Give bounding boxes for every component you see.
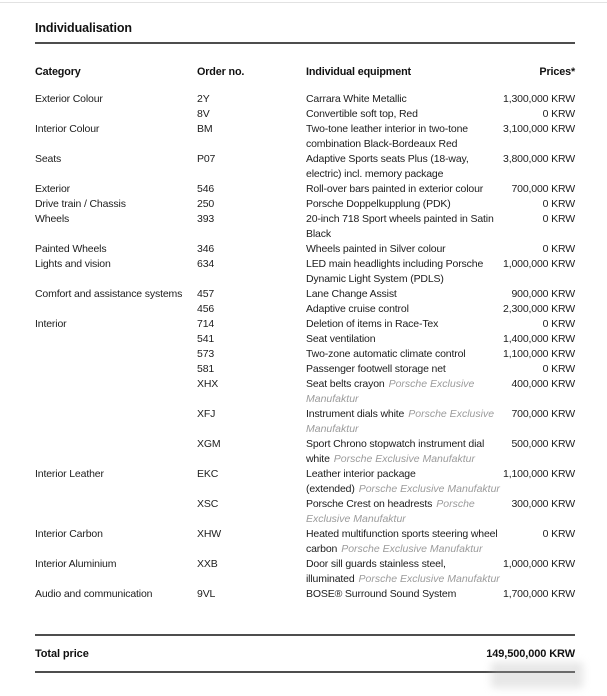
row-category: Interior Leather bbox=[35, 468, 104, 480]
row-order-no: 9VL bbox=[197, 588, 216, 600]
row-order-no: P07 bbox=[197, 153, 216, 165]
row-order-no: 250 bbox=[197, 198, 215, 210]
row-order-no: BM bbox=[197, 123, 213, 135]
page-top-divider bbox=[0, 2, 607, 3]
row-equipment bbox=[306, 212, 502, 242]
row-equipment-name: Seat belts crayon bbox=[306, 378, 385, 390]
table-row bbox=[35, 362, 575, 377]
row-order-no: XXB bbox=[197, 558, 218, 570]
row-category: Seats bbox=[35, 153, 62, 165]
row-order-no: XFJ bbox=[197, 408, 216, 420]
row-category: Painted Wheels bbox=[35, 243, 107, 255]
row-price: 900,000 KRW bbox=[511, 288, 575, 300]
row-equipment bbox=[306, 347, 502, 362]
row-price: 700,000 KRW bbox=[511, 183, 575, 195]
row-order-no: 456 bbox=[197, 303, 215, 315]
row-equipment-name: Convertible soft top, Red bbox=[306, 108, 418, 120]
row-exclusive-manufaktur-label: Porsche Exclusive Manufaktur bbox=[358, 483, 500, 495]
row-equipment bbox=[306, 152, 502, 182]
row-price: 500,000 KRW bbox=[511, 438, 575, 450]
row-price: 0 KRW bbox=[542, 528, 575, 540]
row-equipment-name: Porsche Crest on headrests bbox=[306, 498, 433, 510]
column-header-prices: Prices* bbox=[539, 66, 575, 78]
row-exclusive-manufaktur-label: Porsche Exclusive Manufaktur bbox=[306, 408, 495, 435]
row-price: 1,700,000 KRW bbox=[503, 588, 575, 600]
row-category: Comfort and assistance systems bbox=[35, 288, 183, 300]
row-equipment-name: Adaptive Sports seats Plus (18-way, electric) incl. memory package bbox=[306, 153, 469, 180]
row-equipment bbox=[306, 527, 502, 557]
row-order-no: 393 bbox=[197, 213, 215, 225]
column-header-individual-equipment: Individual equipment bbox=[306, 66, 411, 78]
row-equipment bbox=[306, 122, 502, 152]
table-row bbox=[35, 302, 575, 317]
row-equipment bbox=[306, 407, 502, 437]
row-order-no: 573 bbox=[197, 348, 215, 360]
row-price: 0 KRW bbox=[542, 363, 575, 375]
row-exclusive-manufaktur-label: Porsche Exclusive Manufaktur bbox=[341, 543, 483, 555]
total-price-row bbox=[35, 636, 575, 671]
table-row bbox=[35, 152, 575, 182]
row-equipment bbox=[306, 332, 502, 347]
table-row bbox=[35, 107, 575, 122]
row-equipment-name: Lane Change Assist bbox=[306, 288, 397, 300]
column-header-category: Category bbox=[35, 66, 81, 78]
row-equipment bbox=[306, 302, 502, 317]
row-exclusive-manufaktur-label: Porsche Exclusive Manufaktur bbox=[306, 378, 475, 405]
table-row bbox=[35, 587, 575, 602]
row-equipment-name: Carrara White Metallic bbox=[306, 93, 407, 105]
row-equipment-name: Two-zone automatic climate control bbox=[306, 348, 466, 360]
row-price: 3,100,000 KRW bbox=[503, 123, 575, 135]
row-equipment bbox=[306, 497, 502, 527]
total-price-label: Total price bbox=[35, 648, 89, 660]
row-price: 0 KRW bbox=[542, 198, 575, 210]
row-equipment-name: Adaptive cruise control bbox=[306, 303, 409, 315]
row-equipment-name: Porsche Doppelkupplung (PDK) bbox=[306, 198, 451, 210]
row-exclusive-manufaktur-label: Porsche Exclusive Manufaktur bbox=[306, 498, 475, 525]
title-divider bbox=[35, 42, 575, 44]
table-row bbox=[35, 212, 575, 242]
row-price: 400,000 KRW bbox=[511, 378, 575, 390]
table-row bbox=[35, 122, 575, 152]
row-price: 1,000,000 KRW bbox=[503, 258, 575, 270]
row-equipment-name: Door sill guards stainless steel, illuminated bbox=[306, 558, 446, 585]
total-section bbox=[35, 634, 575, 673]
row-exclusive-manufaktur-label: Porsche Exclusive Manufaktur bbox=[333, 453, 475, 465]
row-exclusive-manufaktur-label: Porsche Exclusive Manufaktur bbox=[358, 573, 500, 585]
row-price: 300,000 KRW bbox=[511, 498, 575, 510]
row-equipment-name: Seat ventilation bbox=[306, 333, 376, 345]
table-row bbox=[35, 317, 575, 332]
row-equipment-name: 20-inch 718 Sport wheels painted in Satin Black bbox=[306, 213, 494, 240]
row-equipment-name: LED main headlights including Porsche Dynamic Light System (PDLS) bbox=[306, 258, 484, 285]
table-row bbox=[35, 332, 575, 347]
row-equipment bbox=[306, 197, 502, 212]
table-row bbox=[35, 182, 575, 197]
row-price: 0 KRW bbox=[542, 108, 575, 120]
table-row bbox=[35, 527, 575, 557]
row-equipment bbox=[306, 107, 502, 122]
row-order-no: XSC bbox=[197, 498, 219, 510]
row-price: 1,300,000 KRW bbox=[503, 93, 575, 105]
row-category: Interior Aluminium bbox=[35, 558, 117, 570]
row-equipment bbox=[306, 242, 502, 257]
row-equipment bbox=[306, 377, 502, 407]
row-order-no: EKC bbox=[197, 468, 219, 480]
row-price: 0 KRW bbox=[542, 243, 575, 255]
row-equipment-name: Heated multifunction sports steering wheel carbon bbox=[306, 528, 498, 555]
row-order-no: 541 bbox=[197, 333, 215, 345]
row-category: Interior bbox=[35, 318, 67, 330]
row-order-no: 634 bbox=[197, 258, 215, 270]
table-row bbox=[35, 407, 575, 437]
total-price-value: 149,500,000 KRW bbox=[486, 648, 575, 660]
row-category: Interior Carbon bbox=[35, 528, 103, 540]
table-row bbox=[35, 347, 575, 362]
table-row bbox=[35, 497, 575, 527]
row-equipment-name: Wheels painted in Silver colour bbox=[306, 243, 446, 255]
row-price: 3,800,000 KRW bbox=[503, 153, 575, 165]
row-equipment bbox=[306, 557, 502, 587]
row-order-no: 8V bbox=[197, 108, 210, 120]
row-equipment-name: Instrument dials white bbox=[306, 408, 405, 420]
row-equipment-name: Roll-over bars painted in exterior colour bbox=[306, 183, 484, 195]
row-equipment-name: Passenger footwell storage net bbox=[306, 363, 446, 375]
row-price: 1,100,000 KRW bbox=[503, 348, 575, 360]
row-category: Lights and vision bbox=[35, 258, 111, 270]
table-row bbox=[35, 557, 575, 587]
table-row bbox=[35, 377, 575, 407]
table-row bbox=[35, 257, 575, 287]
row-price: 2,300,000 KRW bbox=[503, 303, 575, 315]
row-equipment bbox=[306, 182, 502, 197]
table-row bbox=[35, 287, 575, 302]
total-divider-bottom bbox=[35, 671, 575, 673]
row-equipment-name: Sport Chrono stopwatch instrument dial white bbox=[306, 438, 485, 465]
options-table-body bbox=[35, 92, 575, 602]
row-order-no: 457 bbox=[197, 288, 215, 300]
row-order-no: 581 bbox=[197, 363, 215, 375]
table-row bbox=[35, 437, 575, 467]
row-equipment-name: Leather interior package (extended) bbox=[306, 468, 416, 495]
row-price: 1,100,000 KRW bbox=[503, 468, 575, 480]
row-equipment-name: Deletion of items in Race-Tex bbox=[306, 318, 439, 330]
table-row bbox=[35, 92, 575, 107]
table-row bbox=[35, 467, 575, 497]
row-order-no: 714 bbox=[197, 318, 215, 330]
row-order-no: 2Y bbox=[197, 93, 210, 105]
table-header-row bbox=[35, 65, 575, 80]
row-price: 0 KRW bbox=[542, 318, 575, 330]
row-order-no: 346 bbox=[197, 243, 215, 255]
row-category: Drive train / Chassis bbox=[35, 198, 126, 210]
row-equipment-name: Two-tone leather interior in two-tone combination Black-Bordeaux Red bbox=[306, 123, 468, 150]
row-order-no: 546 bbox=[197, 183, 215, 195]
row-equipment-name: BOSE® Surround Sound System bbox=[306, 588, 457, 600]
row-price: 1,400,000 KRW bbox=[503, 333, 575, 345]
row-order-no: XHX bbox=[197, 378, 219, 390]
row-price: 0 KRW bbox=[542, 213, 575, 225]
row-price: 1,000,000 KRW bbox=[503, 558, 575, 570]
row-category: Exterior bbox=[35, 183, 70, 195]
page-title: Individualisation bbox=[35, 21, 132, 35]
row-order-no: XGM bbox=[197, 438, 221, 450]
row-equipment bbox=[306, 437, 502, 467]
row-equipment bbox=[306, 362, 502, 377]
row-equipment bbox=[306, 92, 502, 107]
row-equipment bbox=[306, 257, 502, 287]
row-equipment bbox=[306, 587, 502, 602]
row-category: Wheels bbox=[35, 213, 70, 225]
row-category: Audio and communication bbox=[35, 588, 153, 600]
table-row bbox=[35, 197, 575, 212]
row-category: Interior Colour bbox=[35, 123, 100, 135]
row-price: 700,000 KRW bbox=[511, 408, 575, 420]
row-equipment bbox=[306, 287, 502, 302]
column-header-order-no: Order no. bbox=[197, 66, 245, 78]
row-order-no: XHW bbox=[197, 528, 222, 540]
table-row bbox=[35, 242, 575, 257]
row-equipment bbox=[306, 467, 502, 497]
row-equipment bbox=[306, 317, 502, 332]
row-category: Exterior Colour bbox=[35, 93, 103, 105]
